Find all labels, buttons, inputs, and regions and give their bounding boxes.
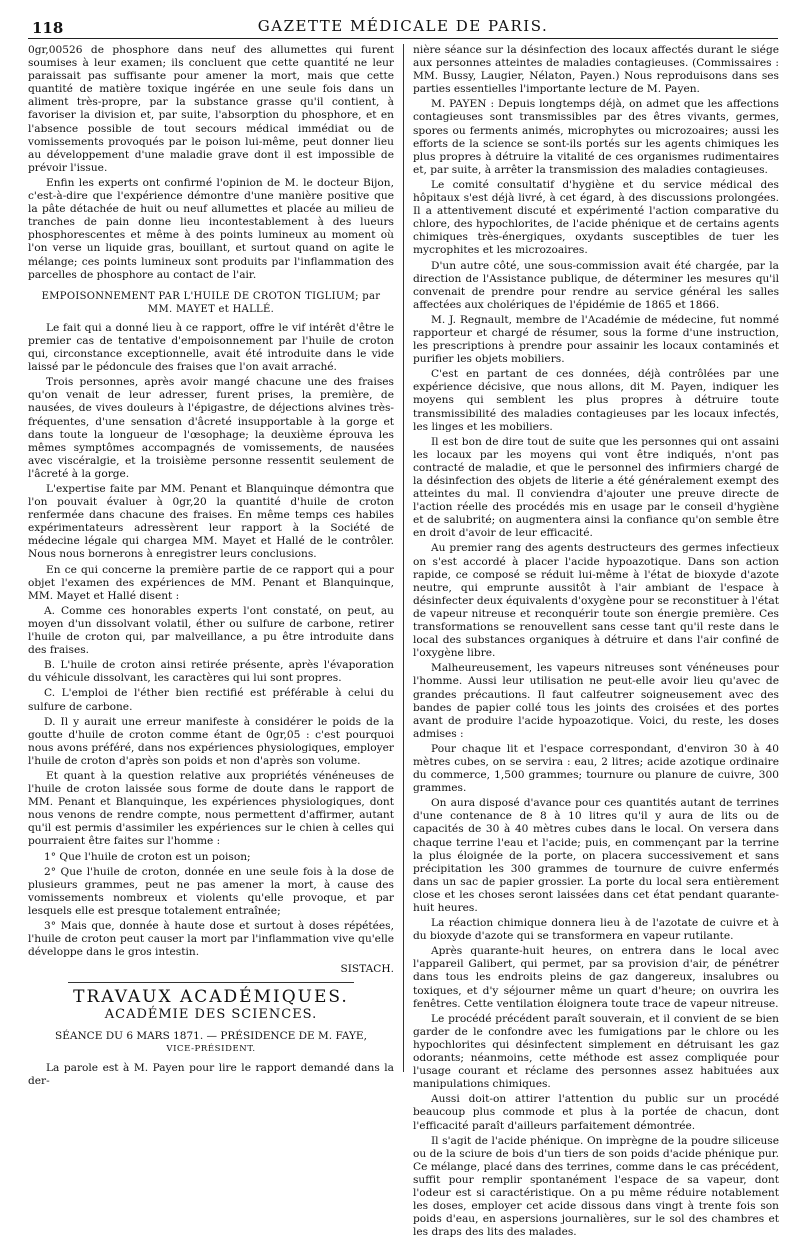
- paragraph: On aura disposé d'avance pour ces quantités autant de terrines d'une contenance de 8 à 10 litres qu'il y aura de lits ou de capacités de 30 à 40 mètres cubes dans le local. On versera dans chaque terrine l'eau et l'acide; puis, en commençant par la terrine la plus éloignée de la porte, on placera successivement et sans précipitation les 300 grammes de tournure de cuivre enfermés dans un sac de papier grossier. La porte du local sera entièrement close et les choses seront laissées dans cet état pendant quarante-huit heures.: [413, 797, 779, 914]
- right-column: [413, 44, 779, 1239]
- list-item: B. L'huile de croton ainsi retirée présente, après l'évaporation du véhicule dissolvant, les caractères qui lui sont propres.: [28, 659, 394, 685]
- paragraph: Enfin les experts ont confirmé l'opinion de M. le docteur Bijon, c'est-à-dire que l'expérience démontre d'une manière positive que la pâte détachée de huit ou neuf allumettes et placée au milieu de tranches de pain donne lieu incontestablement à des lueurs phosphorescentes et même à des points lumineux au moment où l'on verse un liquide gras, bouillant, et surtout quand on agite le mélange; ces points lumineux sont produits par l'inflammation des parcelles de phosphore au contact de l'air.: [28, 176, 394, 281]
- vice-president-line: VICE-PRÉSIDENT.: [166, 1043, 256, 1054]
- session-line: SÉANCE DU 6 MARS 1871. — PRÉSIDENCE DE M. FAYE,: [55, 1029, 367, 1042]
- paragraph: La parole est à M. Payen pour lire le rapport demandé dans la der-: [28, 1061, 394, 1087]
- paragraph: L'expertise faite par MM. Penant et Blanquinque démontra que l'on pouvait évaluer à 0gr,20 la quantité d'huile de croton renfermée dans chacune des fraises. En même temps ces habiles expérimentateurs adressèrent leur rapport à la Société de médecine légale qui chargea MM. Mayet et Hallé de le contrôler. Nous nous bornerons à enregistrer leurs conclusions.: [28, 483, 394, 561]
- paragraph: Trois personnes, après avoir mangé chacune une des fraises qu'on venait de leur adresser, furent prises, la première, de nausées, de vives douleurs à l'épigastre, de déjections alvines très-fréquentes, d'une sensation d'âcreté insupportable à la gorge et dans toute la longueur de l'œsophage; la deuxième éprouva les mêmes symptômes accompagnés de vomissements, de nausées avec viscéralgie, et la troisième personne ressentit seulement de l'âcreté à la gorge.: [28, 376, 394, 480]
- paragraph: Le comité consultatif d'hygiène et du service médical des hôpitaux s'est déjà livré, à cet égard, à des discussions prolongées. Il a attentivement discuté et expérimenté l'action comparative du chlore, des hypochlorites, de l'acide phénique et de certains agents chimiques très-énergiques, oxydants susceptibles de tuer les mycrophites et les microzoaires.: [413, 178, 779, 257]
- paragraph: Après quarante-huit heures, on entrera dans le local avec l'appareil Galibert, qui permet, par sa provision d'air, de pénétrer dans tous les endroits pleins de gaz dangereux, insalubres ou toxiques, et d'y séjourner même un quart d'heure; on ouvrira les fenêtres. Cette ventilation éloignera toute trace de vapeur nitreuse.: [413, 945, 779, 1010]
- left-column: [28, 44, 394, 1087]
- list-item: 3° Mais que, donnée à haute dose et surtout à doses répétées, l'huile de croton peut causer la mort par l'inflammation vive qu'elle développe dans le gros intestin.: [28, 920, 394, 959]
- section-title: TRAVAUX ACADÉMIQUES.: [73, 987, 349, 1008]
- list-item: 1° Que l'huile de croton est un poison;: [44, 850, 251, 863]
- paragraph: nière séance sur la désinfection des locaux affectés durant le siége aux personnes atteintes de maladies contagieuses. (Commissaires : MM. Bussy, Laugier, Nélaton, Payen.) Nous reproduisons dans ses parties essentielles l'importante lecture de M. Payen.: [413, 44, 779, 96]
- list-item: D. Il y aurait une erreur manifeste à considérer le poids de la goutte d'huile de croton comme étant de 0gr,05 : c'est pourquoi nous avons préféré, dans nos expériences physiologiques, employer l'huile de croton d'après son poids et non d'après son volume.: [28, 715, 394, 767]
- paragraph: Pour chaque lit et l'espace correspondant, d'environ 30 à 40 mètres cubes, on se servira : eau, 2 litres; acide azotique ordinaire du commerce, 1,500 grammes; tournure ou planure de cuivre, 300 grammes.: [413, 742, 779, 795]
- paragraph: D'un autre côté, une sous-commission avait été chargée, par la direction de l'Assistance publique, de déterminer les mesures qu'il convenait de prendre pour rendre au service général les salles affectées aux cholériques de l'épidémie de 1865 et 1866.: [413, 259, 779, 311]
- page-header: [28, 12, 778, 39]
- page-number: 118: [32, 19, 64, 37]
- paragraph: Le procédé précédent paraît souverain, et il convient de se bien garder de le confondre avec les fumigations par le chlore ou les hypochlorites qui désinfectent simplement en détruisant les gaz odorants; néanmoins, cette méthode est assez compliquée pour l'usage courant et réclame des personnes assez habituées aux manipulations chimiques.: [413, 1012, 779, 1091]
- conclusions-list: [28, 605, 394, 768]
- paragraph: La réaction chimique donnera lieu à de l'azotate de cuivre et à du bioxyde d'azote qui se transformera en vapeur rutilante.: [413, 917, 779, 943]
- paragraph: C'est en partant de ces données, déjà contrôlées par une expérience décisive, que nous allons, dit M. Payen, indiquer les moyens qui semblent les plus propres à détruire toute transmissibilité des maladies contagieuses par les locaux infectés, les linges et les mobiliers.: [413, 368, 779, 433]
- list-item: A. Comme ces honorables experts l'ont constaté, on peut, au moyen d'un dissolvant volatil, éther ou sulfure de carbone, retirer l'huile de croton qui, par malveillance, a pu être introduite dans des fraises.: [28, 604, 394, 657]
- list-item: 2° Que l'huile de croton, donnée en une seule fois à la dose de plusieurs grammes, peut ne pas amener la mort, à cause des vomissements nombreux et violents qu'elle provoque, et par lesquels elle est presque totalement entraînée;: [28, 865, 394, 917]
- section-divider: [68, 982, 354, 983]
- author-signature: SISTACH.: [340, 963, 394, 976]
- paragraph: Il s'agit de l'acide phénique. On imprègne de la poudre siliceuse ou de la sciure de bois d'un tiers de son poids d'acide phénique pur. Ce mélange, placé dans des terrines, comme dans le cas précédent, suffit pour remplir spontanément l'espace de sa vapeur, dont l'odeur est si caractéristique. On a pu même réduire notablement les doses, employer cet acide dissous dans vingt à trente fois son poids d'eau, en aspersions journalières, sur le sol des chambres et les draps des lits des malades.: [413, 1134, 779, 1239]
- paragraph: Le fait qui a donné lieu à ce rapport, offre le vif intérêt d'être le premier cas de tentative d'empoisonnement par l'huile de croton qui, circonstance exceptionnelle, avait été introduite dans le vide laissé par le pédoncule des fraises que l'on avait arraché.: [28, 321, 394, 374]
- journal-title: GAZETTE MÉDICALE DE PARIS.: [257, 17, 549, 35]
- paragraph: Malheureusement, les vapeurs nitreuses sont vénéneuses pour l'homme. Aussi leur utilisation ne peut-elle avoir lieu qu'avec de grandes précautions. Il faut calfeutrer soigneusement avec des bandes de papier collé tous les joints des croisées et des portes avant de produire l'acide hypoazotique. Voici, du reste, les doses admises :: [413, 662, 779, 740]
- paragraph: Et quant à la question relative aux propriétés vénéneuses de l'huile de croton laissée sous forme de doute dans le rapport de MM. Penant et Blanquinque, les expériences physiologiques, dont nous venons de rendre compte, nous permettent d'affirmer, autant qu'il est permis d'assimiler les expériences sur le chien à celles qui pourraient être faites sur l'homme :: [28, 769, 394, 848]
- paragraph: Aussi doit-on attirer l'attention du public sur un procédé beaucoup plus commode et plus à la portée de chacun, dont l'efficacité paraît d'ailleurs parfaitement démontrée.: [413, 1093, 779, 1132]
- paragraph: M. J. Regnault, membre de l'Académie de médecine, fut nommé rapporteur et chargé de résumer, sous la forme d'une instruction, les prescriptions à prendre pour assainir les locaux contaminés et purifier les objets mobiliers.: [413, 313, 779, 366]
- paragraph: M. PAYEN : Depuis longtemps déjà, on admet que les affections contagieuses sont transmissibles par des êtres vivants, germes, spores ou ferments animés, microphytes ou microzoaires; aussi les efforts de la science se sont-ils portés sur les agents chimiques les plus propres à détruire la vitalité de ces organismes rudimentaires et, par suite, à arrêter la transmission des maladies contagieuses.: [413, 98, 779, 176]
- list-item: C. L'emploi de l'éther bien rectifié est préférable à celui du sulfure de carbone.: [28, 687, 394, 713]
- findings-list: [28, 851, 394, 960]
- paragraph: 0gr,00526 de phosphore dans neuf des allumettes qui furent soumises à leur examen; ils concluent que cette quantité ne leur paraissait pas suffisante pour amener la mort, mais que cette quantité de matière toxique ingérée en une seule fois dans un aliment très-propre, par la substance grasse qu'il contient, à favoriser la division et, par suite, l'absorption du phosphore, et en l'absence possible de tout secours médical immédiat ou de vomissements provoqués par le poison lui-même, peut donner lieu au développement d'une maladie grave dont il est impossible de prévoir l'issue.: [28, 44, 394, 174]
- paragraph: Au premier rang des agents destructeurs des germes infectieux on s'est accordé à placer l'acide hypoazotique. Dans son action rapide, ce composé se réduit lui-même à l'état de bioxyde d'azote neutre, qui emprunte aussitôt à l'air ambiant de l'espace à désinfecter deux équivalents d'oxygène pour se reconstituer à l'état de vapeur nitreuse et reconquérir toute son énergie première. Ces transformations se renouvellent sans cesse tant qu'il reste dans le local des substances organiques à détruire et dans l'air confiné de l'oxygène libre.: [413, 542, 779, 660]
- paragraph: En ce qui concerne la première partie de ce rapport qui a pour objet l'examen des expériences de MM. Penant et Blanquinque, MM. Mayet et Hallé disent :: [28, 563, 394, 602]
- paragraph: Il est bon de dire tout de suite que les personnes qui ont assaini les locaux par les moyens qui vont être indiqués, n'ont pas contracté de maladie, et que le personnel des infirmiers chargé de la désinfection des objets de literie a été généralement exempt des atteintes du mal. Il conviendra d'ajouter une preuve directe de l'action réelle des procédés mis en usage par le conseil d'hygiène et de salubrité; on augmentera ainsi la confiance qu'on semble être en droit d'avoir de leur efficacité.: [413, 435, 779, 540]
- column-divider: [403, 44, 404, 1072]
- section-subtitle: ACADÉMIE DES SCIENCES.: [104, 1007, 318, 1023]
- section-heading: EMPOISONNEMENT PAR L'HUILE DE CROTON TIGLIUM; par MM. MAYET et HALLÉ.: [41, 290, 381, 315]
